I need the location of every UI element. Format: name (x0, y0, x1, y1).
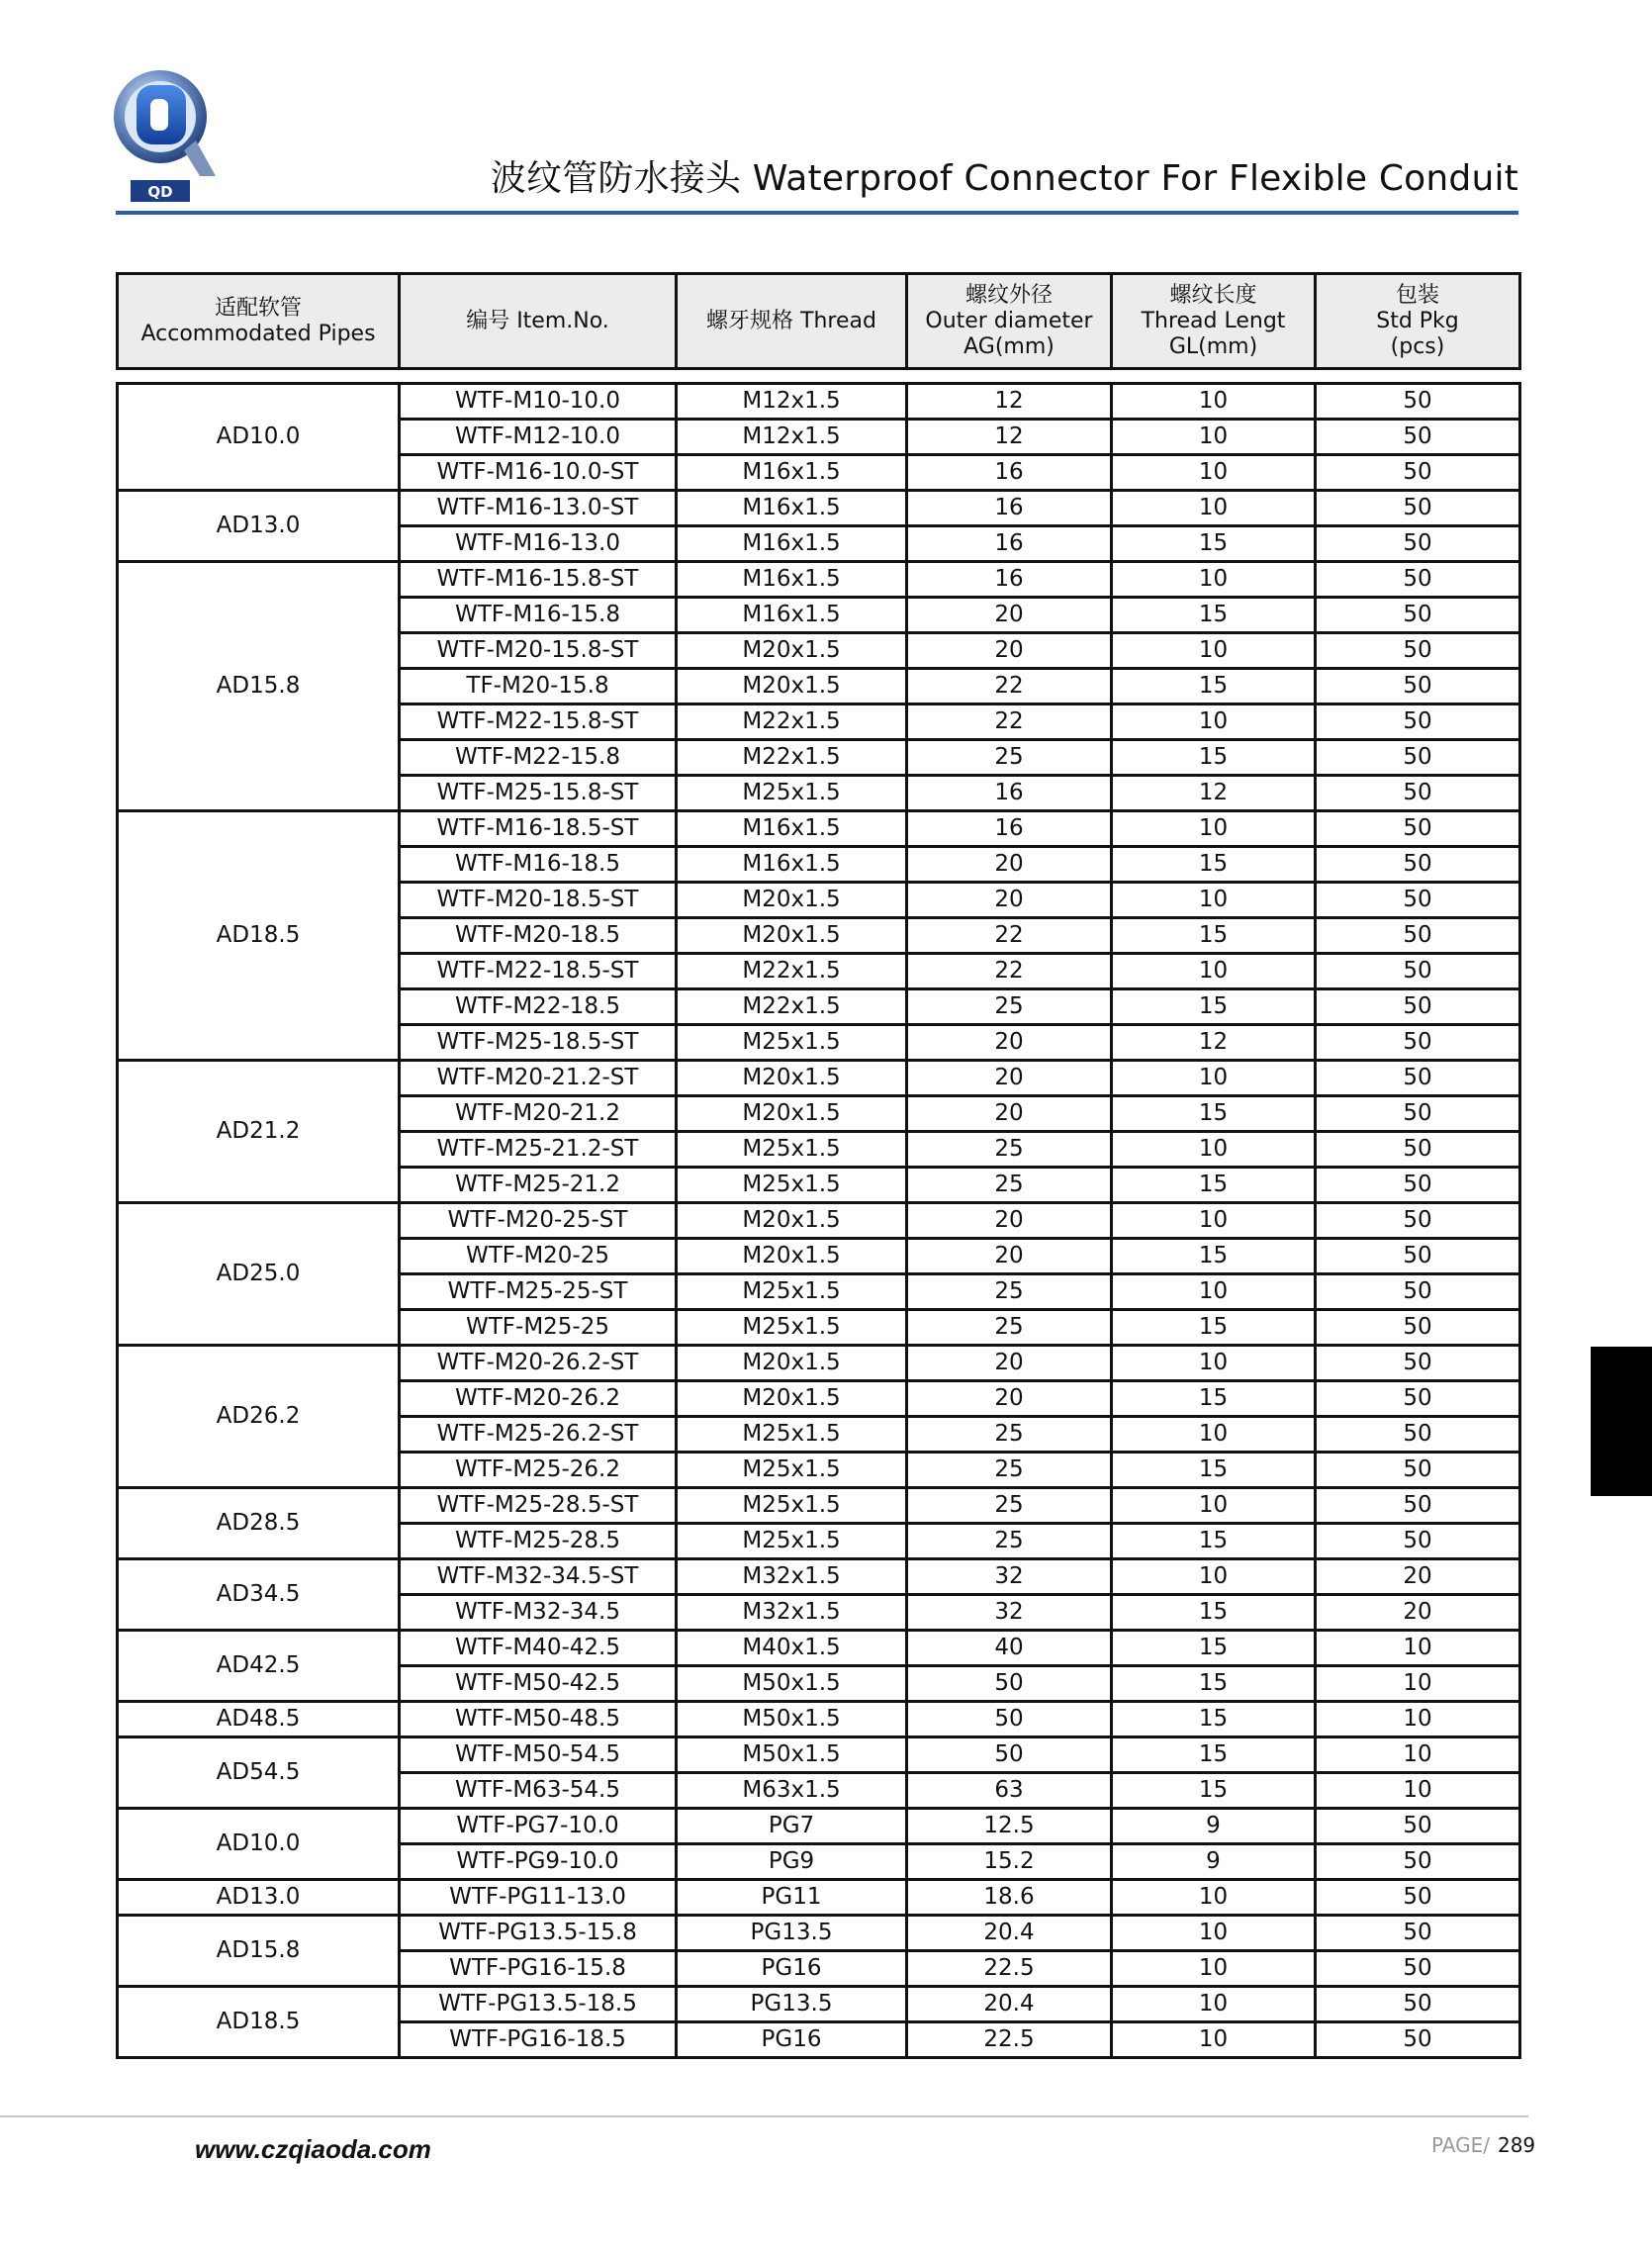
thread-length-cell: 10 (1112, 420, 1316, 455)
col-header-thread: 螺牙规格 Thread (677, 274, 907, 369)
section-tab (1591, 1347, 1652, 1496)
thread-length-cell: 10 (1112, 1132, 1316, 1168)
outer-diameter-cell: 22 (907, 918, 1112, 954)
thread-cell: M25x1.5 (677, 1417, 907, 1453)
std-pkg-cell: 50 (1316, 384, 1520, 420)
outer-diameter-cell: 25 (907, 1453, 1112, 1488)
thread-cell: M12x1.5 (677, 420, 907, 455)
table-row (118, 1880, 1520, 1916)
item-no-cell: WTF-M12-10.0 (400, 420, 677, 455)
std-pkg-cell: 50 (1316, 633, 1520, 669)
std-pkg-cell: 50 (1316, 1916, 1520, 1951)
thread-length-cell: 10 (1112, 1061, 1316, 1096)
table-row (118, 1737, 1520, 1773)
item-no-cell: WTF-M25-26.2 (400, 1453, 677, 1488)
table-row (118, 1346, 1520, 1381)
outer-diameter-cell: 20 (907, 883, 1112, 918)
std-pkg-cell: 50 (1316, 811, 1520, 847)
thread-cell: M20x1.5 (677, 1239, 907, 1274)
std-pkg-cell: 50 (1316, 420, 1520, 455)
thread-cell: M20x1.5 (677, 669, 907, 704)
item-no-cell: WTF-M32-34.5-ST (400, 1559, 677, 1595)
thread-length-cell: 10 (1112, 2022, 1316, 2058)
thread-cell: M22x1.5 (677, 740, 907, 776)
std-pkg-cell: 50 (1316, 1239, 1520, 1274)
page-title: 波纹管防水接头 Waterproof Connector For Flexible Conduit (490, 158, 1518, 199)
std-pkg-cell: 50 (1316, 1274, 1520, 1310)
table-row (118, 1631, 1520, 1666)
thread-cell: PG13.5 (677, 1987, 907, 2022)
pipe-size-cell: AD18.5 (118, 811, 400, 1061)
outer-diameter-cell: 22.5 (907, 2022, 1112, 2058)
col-header-std-pkg: 包装 Std Pkg (pcs) (1316, 274, 1520, 369)
outer-diameter-cell: 20.4 (907, 1916, 1112, 1951)
thread-length-cell: 15 (1112, 598, 1316, 633)
pipe-size-cell: AD10.0 (118, 1809, 400, 1880)
thread-length-cell: 10 (1112, 1274, 1316, 1310)
outer-diameter-cell: 16 (907, 562, 1112, 598)
std-pkg-cell: 50 (1316, 1168, 1520, 1203)
outer-diameter-cell: 25 (907, 1488, 1112, 1524)
thread-length-cell: 15 (1112, 669, 1316, 704)
company-logo (111, 59, 222, 208)
pipe-size-cell: AD25.0 (118, 1203, 400, 1346)
outer-diameter-cell: 25 (907, 1132, 1112, 1168)
outer-diameter-cell: 20 (907, 1346, 1112, 1381)
item-no-cell: WTF-M20-21.2 (400, 1096, 677, 1132)
std-pkg-cell: 20 (1316, 1559, 1520, 1595)
std-pkg-cell: 50 (1316, 740, 1520, 776)
pipe-size-cell: AD13.0 (118, 1880, 400, 1916)
thread-cell: M16x1.5 (677, 562, 907, 598)
pipe-size-cell: AD21.2 (118, 1061, 400, 1203)
std-pkg-cell: 50 (1316, 954, 1520, 989)
item-no-cell: WTF-M22-18.5 (400, 989, 677, 1025)
thread-cell: PG16 (677, 2022, 907, 2058)
thread-length-cell: 10 (1112, 491, 1316, 526)
website-url: www.czqiaoda.com (195, 2134, 431, 2164)
item-no-cell: WTF-M40-42.5 (400, 1631, 677, 1666)
item-no-cell: WTF-M20-21.2-ST (400, 1061, 677, 1096)
thread-cell: M16x1.5 (677, 847, 907, 883)
outer-diameter-cell: 20 (907, 847, 1112, 883)
outer-diameter-cell: 50 (907, 1702, 1112, 1737)
item-no-cell: WTF-M20-18.5 (400, 918, 677, 954)
item-no-cell: WTF-PG16-18.5 (400, 2022, 677, 2058)
col-header-outer-diameter: 螺纹外径 Outer diameter AG(mm) (907, 274, 1112, 369)
std-pkg-cell: 50 (1316, 1132, 1520, 1168)
thread-cell: PG9 (677, 1844, 907, 1880)
thread-cell: M50x1.5 (677, 1666, 907, 1702)
item-no-cell: WTF-M50-54.5 (400, 1737, 677, 1773)
outer-diameter-cell: 32 (907, 1559, 1112, 1595)
thread-length-cell: 15 (1112, 1524, 1316, 1559)
item-no-cell: WTF-M16-15.8 (400, 598, 677, 633)
page-number: 289 (1497, 2133, 1536, 2157)
col-header-item-no: 编号 Item.No. (400, 274, 677, 369)
thread-length-cell: 15 (1112, 1666, 1316, 1702)
thread-cell: M16x1.5 (677, 811, 907, 847)
thread-cell: M20x1.5 (677, 918, 907, 954)
item-no-cell: WTF-M25-21.2-ST (400, 1132, 677, 1168)
outer-diameter-cell: 16 (907, 491, 1112, 526)
table-row (118, 1702, 1520, 1737)
thread-cell: M25x1.5 (677, 776, 907, 811)
item-no-cell: WTF-M20-26.2 (400, 1381, 677, 1417)
outer-diameter-cell: 25 (907, 1524, 1112, 1559)
logo-text: QD (147, 183, 173, 201)
footer-divider (0, 2115, 1528, 2117)
std-pkg-cell: 50 (1316, 526, 1520, 562)
thread-length-cell: 10 (1112, 1951, 1316, 1987)
std-pkg-cell: 50 (1316, 1987, 1520, 2022)
thread-length-cell: 10 (1112, 1880, 1316, 1916)
item-no-cell: WTF-PG13.5-15.8 (400, 1916, 677, 1951)
pipe-size-cell: AD34.5 (118, 1559, 400, 1631)
std-pkg-cell: 50 (1316, 1524, 1520, 1559)
outer-diameter-cell: 50 (907, 1737, 1112, 1773)
item-no-cell: WTF-M20-15.8-ST (400, 633, 677, 669)
pipe-size-cell: AD48.5 (118, 1702, 400, 1737)
item-no-cell: WTF-M16-18.5-ST (400, 811, 677, 847)
std-pkg-cell: 10 (1316, 1773, 1520, 1809)
thread-cell: PG7 (677, 1809, 907, 1844)
std-pkg-cell: 50 (1316, 704, 1520, 740)
pipe-size-cell: AD26.2 (118, 1346, 400, 1488)
item-no-cell: WTF-M50-48.5 (400, 1702, 677, 1737)
item-no-cell: WTF-M63-54.5 (400, 1773, 677, 1809)
item-no-cell: WTF-M22-18.5-ST (400, 954, 677, 989)
thread-length-cell: 10 (1112, 384, 1316, 420)
std-pkg-cell: 10 (1316, 1702, 1520, 1737)
table-row (118, 491, 1520, 526)
thread-cell: M16x1.5 (677, 491, 907, 526)
thread-length-cell: 15 (1112, 1096, 1316, 1132)
thread-cell: M20x1.5 (677, 1381, 907, 1417)
outer-diameter-cell: 20 (907, 1239, 1112, 1274)
std-pkg-cell: 50 (1316, 491, 1520, 526)
thread-cell: M63x1.5 (677, 1773, 907, 1809)
thread-cell: M25x1.5 (677, 1168, 907, 1203)
std-pkg-cell: 50 (1316, 776, 1520, 811)
thread-length-cell: 15 (1112, 1168, 1316, 1203)
outer-diameter-cell: 40 (907, 1631, 1112, 1666)
std-pkg-cell: 50 (1316, 1880, 1520, 1916)
col-header-pipes: 适配软管 Accommodated Pipes (118, 274, 400, 369)
table-row (118, 1916, 1520, 1951)
std-pkg-cell: 50 (1316, 2022, 1520, 2058)
item-no-cell: WTF-M25-28.5 (400, 1524, 677, 1559)
thread-length-cell: 9 (1112, 1844, 1316, 1880)
table-row (118, 1488, 1520, 1524)
thread-cell: PG16 (677, 1951, 907, 1987)
outer-diameter-cell: 20 (907, 598, 1112, 633)
thread-length-cell: 15 (1112, 918, 1316, 954)
thread-length-cell: 10 (1112, 1346, 1316, 1381)
std-pkg-cell: 50 (1316, 883, 1520, 918)
std-pkg-cell: 10 (1316, 1631, 1520, 1666)
outer-diameter-cell: 15.2 (907, 1844, 1112, 1880)
std-pkg-cell: 50 (1316, 562, 1520, 598)
product-table-body (118, 384, 1520, 2058)
std-pkg-cell: 10 (1316, 1737, 1520, 1773)
thread-length-cell: 12 (1112, 1025, 1316, 1061)
thread-length-cell: 15 (1112, 1310, 1316, 1346)
item-no-cell: TF-M20-15.8 (400, 669, 677, 704)
std-pkg-cell: 50 (1316, 455, 1520, 491)
std-pkg-cell: 50 (1316, 1096, 1520, 1132)
item-no-cell: WTF-M20-18.5-ST (400, 883, 677, 918)
thread-cell: M20x1.5 (677, 1203, 907, 1239)
outer-diameter-cell: 12 (907, 420, 1112, 455)
thread-cell: M50x1.5 (677, 1702, 907, 1737)
std-pkg-cell: 50 (1316, 1310, 1520, 1346)
item-no-cell: WTF-PG13.5-18.5 (400, 1987, 677, 2022)
thread-cell: M50x1.5 (677, 1737, 907, 1773)
item-no-cell: WTF-M16-18.5 (400, 847, 677, 883)
table-row (118, 1987, 1520, 2022)
std-pkg-cell: 50 (1316, 1346, 1520, 1381)
thread-length-cell: 15 (1112, 1453, 1316, 1488)
pipe-size-cell: AD13.0 (118, 491, 400, 562)
thread-cell: M25x1.5 (677, 1274, 907, 1310)
item-no-cell: WTF-M22-15.8 (400, 740, 677, 776)
thread-cell: M20x1.5 (677, 1346, 907, 1381)
thread-length-cell: 15 (1112, 1737, 1316, 1773)
outer-diameter-cell: 18.6 (907, 1880, 1112, 1916)
thread-length-cell: 12 (1112, 776, 1316, 811)
thread-length-cell: 15 (1112, 1239, 1316, 1274)
item-no-cell: WTF-M25-21.2 (400, 1168, 677, 1203)
outer-diameter-cell: 16 (907, 455, 1112, 491)
table-row (118, 1559, 1520, 1595)
table-header (116, 272, 1521, 370)
table-row (118, 1203, 1520, 1239)
std-pkg-cell: 50 (1316, 1061, 1520, 1096)
outer-diameter-cell: 20.4 (907, 1987, 1112, 2022)
thread-length-cell: 10 (1112, 1916, 1316, 1951)
item-no-cell: WTF-PG9-10.0 (400, 1844, 677, 1880)
thread-cell: M40x1.5 (677, 1631, 907, 1666)
thread-cell: M16x1.5 (677, 598, 907, 633)
table-row (118, 1809, 1520, 1844)
thread-cell: M22x1.5 (677, 989, 907, 1025)
item-no-cell: WTF-M16-10.0-ST (400, 455, 677, 491)
item-no-cell: WTF-M10-10.0 (400, 384, 677, 420)
outer-diameter-cell: 20 (907, 1381, 1112, 1417)
item-no-cell: WTF-M50-42.5 (400, 1666, 677, 1702)
thread-length-cell: 15 (1112, 1381, 1316, 1417)
thread-length-cell: 10 (1112, 1203, 1316, 1239)
thread-cell: M20x1.5 (677, 883, 907, 918)
thread-cell: M25x1.5 (677, 1488, 907, 1524)
thread-cell: M20x1.5 (677, 1096, 907, 1132)
pipe-size-cell: AD15.8 (118, 562, 400, 811)
thread-cell: M25x1.5 (677, 1524, 907, 1559)
col-header-thread-length: 螺纹长度 Thread Lengt GL(mm) (1112, 274, 1316, 369)
item-no-cell: WTF-M25-15.8-ST (400, 776, 677, 811)
thread-cell: M22x1.5 (677, 704, 907, 740)
outer-diameter-cell: 20 (907, 1025, 1112, 1061)
thread-cell: M20x1.5 (677, 1061, 907, 1096)
std-pkg-cell: 50 (1316, 1951, 1520, 1987)
thread-length-cell: 10 (1112, 455, 1316, 491)
thread-cell: M25x1.5 (677, 1310, 907, 1346)
item-no-cell: WTF-M20-25 (400, 1239, 677, 1274)
thread-cell: PG13.5 (677, 1916, 907, 1951)
thread-length-cell: 10 (1112, 954, 1316, 989)
std-pkg-cell: 50 (1316, 1417, 1520, 1453)
pipe-size-cell: AD18.5 (118, 1987, 400, 2058)
outer-diameter-cell: 63 (907, 1773, 1112, 1809)
std-pkg-cell: 50 (1316, 989, 1520, 1025)
pipe-size-cell: AD54.5 (118, 1737, 400, 1809)
thread-length-cell: 9 (1112, 1809, 1316, 1844)
thread-length-cell: 15 (1112, 1773, 1316, 1809)
thread-cell: M25x1.5 (677, 1025, 907, 1061)
item-no-cell: WTF-M16-13.0 (400, 526, 677, 562)
thread-length-cell: 10 (1112, 1488, 1316, 1524)
thread-length-cell: 15 (1112, 740, 1316, 776)
page-label: PAGE/ (1431, 2133, 1490, 2157)
outer-diameter-cell: 22.5 (907, 1951, 1112, 1987)
std-pkg-cell: 50 (1316, 918, 1520, 954)
outer-diameter-cell: 20 (907, 1061, 1112, 1096)
thread-length-cell: 15 (1112, 1702, 1316, 1737)
thread-length-cell: 15 (1112, 1595, 1316, 1631)
std-pkg-cell: 50 (1316, 1809, 1520, 1844)
outer-diameter-cell: 25 (907, 740, 1112, 776)
outer-diameter-cell: 22 (907, 669, 1112, 704)
std-pkg-cell: 20 (1316, 1595, 1520, 1631)
thread-cell: M16x1.5 (677, 455, 907, 491)
std-pkg-cell: 50 (1316, 1453, 1520, 1488)
thread-length-cell: 10 (1112, 1417, 1316, 1453)
pipe-size-cell: AD15.8 (118, 1916, 400, 1987)
item-no-cell: WTF-PG7-10.0 (400, 1809, 677, 1844)
pipe-size-cell: AD10.0 (118, 384, 400, 491)
table-row (118, 562, 1520, 598)
std-pkg-cell: 50 (1316, 1488, 1520, 1524)
item-no-cell: WTF-M25-18.5-ST (400, 1025, 677, 1061)
item-no-cell: WTF-PG16-15.8 (400, 1951, 677, 1987)
pipe-size-cell: AD28.5 (118, 1488, 400, 1559)
pipe-size-cell: AD42.5 (118, 1631, 400, 1702)
outer-diameter-cell: 25 (907, 1310, 1112, 1346)
thread-cell: M25x1.5 (677, 1453, 907, 1488)
thread-cell: M25x1.5 (677, 1132, 907, 1168)
outer-diameter-cell: 22 (907, 704, 1112, 740)
thread-length-cell: 10 (1112, 1559, 1316, 1595)
item-no-cell: WTF-M20-26.2-ST (400, 1346, 677, 1381)
item-no-cell: WTF-M32-34.5 (400, 1595, 677, 1631)
item-no-cell: WTF-M25-25-ST (400, 1274, 677, 1310)
item-no-cell: WTF-M25-28.5-ST (400, 1488, 677, 1524)
std-pkg-cell: 10 (1316, 1666, 1520, 1702)
thread-length-cell: 10 (1112, 562, 1316, 598)
outer-diameter-cell: 16 (907, 526, 1112, 562)
item-no-cell: WTF-M25-26.2-ST (400, 1417, 677, 1453)
thread-cell: M32x1.5 (677, 1559, 907, 1595)
outer-diameter-cell: 20 (907, 1096, 1112, 1132)
thread-length-cell: 10 (1112, 633, 1316, 669)
thread-length-cell: 10 (1112, 811, 1316, 847)
item-no-cell: WTF-PG11-13.0 (400, 1880, 677, 1916)
outer-diameter-cell: 12 (907, 384, 1112, 420)
thread-length-cell: 10 (1112, 1987, 1316, 2022)
std-pkg-cell: 50 (1316, 1203, 1520, 1239)
outer-diameter-cell: 25 (907, 1417, 1112, 1453)
thread-length-cell: 15 (1112, 1631, 1316, 1666)
std-pkg-cell: 50 (1316, 1025, 1520, 1061)
product-table (116, 382, 1521, 2059)
outer-diameter-cell: 25 (907, 1168, 1112, 1203)
std-pkg-cell: 50 (1316, 1844, 1520, 1880)
thread-length-cell: 10 (1112, 883, 1316, 918)
outer-diameter-cell: 20 (907, 633, 1112, 669)
outer-diameter-cell: 16 (907, 776, 1112, 811)
thread-length-cell: 15 (1112, 989, 1316, 1025)
thread-cell: PG11 (677, 1880, 907, 1916)
thread-length-cell: 15 (1112, 847, 1316, 883)
title-divider (116, 211, 1518, 215)
thread-length-cell: 15 (1112, 526, 1316, 562)
std-pkg-cell: 50 (1316, 847, 1520, 883)
table-row (118, 1061, 1520, 1096)
item-no-cell: WTF-M25-25 (400, 1310, 677, 1346)
outer-diameter-cell: 16 (907, 811, 1112, 847)
item-no-cell: WTF-M16-13.0-ST (400, 491, 677, 526)
thread-cell: M16x1.5 (677, 526, 907, 562)
item-no-cell: WTF-M20-25-ST (400, 1203, 677, 1239)
item-no-cell: WTF-M16-15.8-ST (400, 562, 677, 598)
outer-diameter-cell: 25 (907, 989, 1112, 1025)
outer-diameter-cell: 12.5 (907, 1809, 1112, 1844)
page-indicator (1431, 2133, 1535, 2157)
table-row (118, 384, 1520, 420)
item-no-cell: WTF-M22-15.8-ST (400, 704, 677, 740)
outer-diameter-cell: 20 (907, 1203, 1112, 1239)
table-row (118, 811, 1520, 847)
std-pkg-cell: 50 (1316, 598, 1520, 633)
outer-diameter-cell: 32 (907, 1595, 1112, 1631)
std-pkg-cell: 50 (1316, 669, 1520, 704)
thread-cell: M22x1.5 (677, 954, 907, 989)
std-pkg-cell: 50 (1316, 1381, 1520, 1417)
outer-diameter-cell: 22 (907, 954, 1112, 989)
thread-cell: M32x1.5 (677, 1595, 907, 1631)
outer-diameter-cell: 50 (907, 1666, 1112, 1702)
thread-length-cell: 10 (1112, 704, 1316, 740)
outer-diameter-cell: 25 (907, 1274, 1112, 1310)
thread-cell: M20x1.5 (677, 633, 907, 669)
header-row (118, 274, 1520, 369)
thread-cell: M12x1.5 (677, 384, 907, 420)
